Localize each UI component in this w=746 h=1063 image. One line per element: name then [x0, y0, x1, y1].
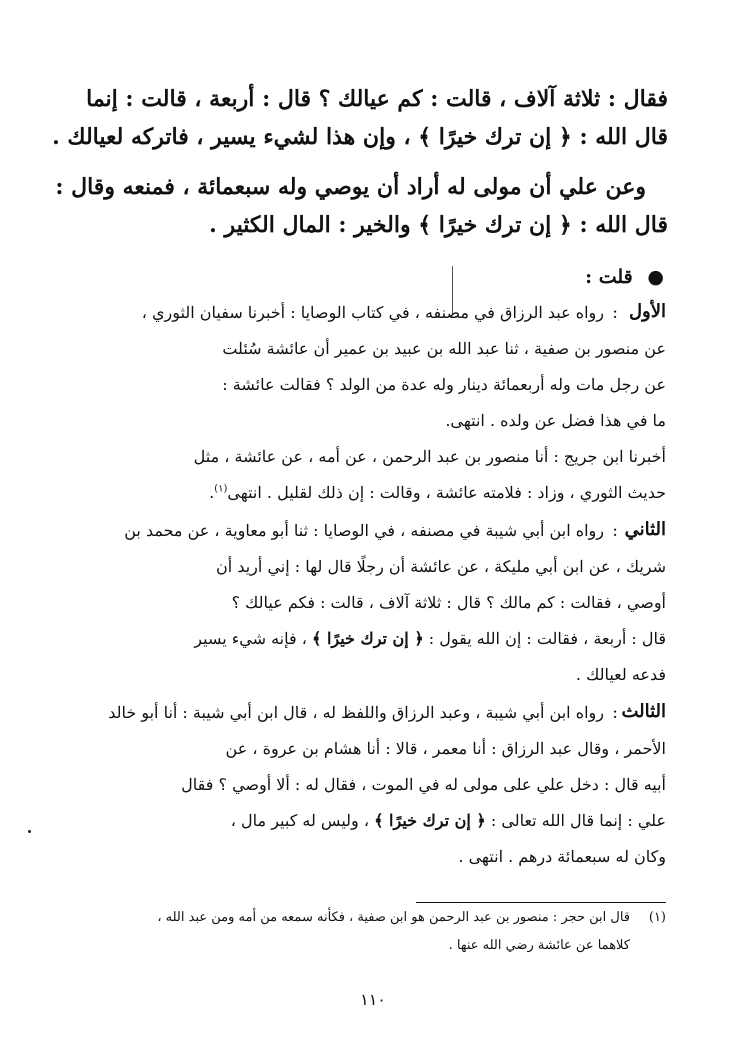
quran-quote: ﴿ إن ترك خيرًا ﴾ — [374, 811, 486, 830]
second-line-4-start: قال : أربعة ، فقالت : إن الله يقول : — [428, 629, 666, 648]
second-line-4-end: ، فإنه شيء يسير — [194, 629, 307, 648]
first-line-1: رواه عبد الرزاق في مصنفه ، في كتاب الوصايا : أخبرنا سفيان الثوري ، — [141, 303, 604, 322]
page-number: ١١٠ — [360, 990, 386, 1009]
second-line-4 — [194, 629, 666, 648]
second-line-2: شريك ، عن ابن أبي مليكة ، عن عائشة أن رجلًا قال لها : إني أريد أن — [216, 557, 666, 576]
third-line-3: أبيه قال : دخل علي على مولى له في الموت ، فقال له : ألا أوصي ؟ فقال — [181, 775, 666, 794]
third-line-4-start: علي : إنما قال الله تعالى : — [490, 811, 666, 830]
third-colon: : — [612, 703, 618, 723]
second-line-1: رواه ابن أبي شيبة في مصنفه ، في الوصايا : ثنا أبو معاوية ، عن محمد بن — [124, 521, 604, 540]
third-line-5: وكان له سبعمائة درهم . انتهى . — [458, 847, 666, 866]
intro-line-4: قال الله : ﴿ إن ترك خيرًا ﴾ والخير : المال الكثير . — [209, 212, 668, 238]
footnote-line-1: قال ابن حجر : منصور بن عبد الرحمن هو ابن صفية ، فكأنه سمعه من أمه ومن عبد الله ، — [157, 910, 630, 925]
first-line-6-text: حديث الثوري ، وزاد : فلامته عائشة ، وقالت : إن ذلك لقليل . انتهى — [227, 483, 666, 502]
third-line-4 — [231, 811, 666, 830]
intro-line-2: قال الله : ﴿ إن ترك خيرًا ﴾ ، وإن هذا لشيء يسير ، فاتركه لعيالك . — [52, 124, 668, 150]
first-line-6-end: . — [209, 483, 215, 502]
first-line-6 — [209, 483, 666, 502]
footnote-line-2: كلاهما عن عائشة رضي الله عنها . — [448, 938, 630, 953]
first-line-4: ما في هذا فضل عن ولده . انتهى. — [445, 411, 666, 430]
quran-quote: ﴿ إن ترك خيرًا ﴾ — [312, 629, 424, 648]
third-label: الثالث — [621, 701, 666, 722]
intro-line-1: فقال : ثلاثة آلاف ، قالت : كم عيالك ؟ قال : أربعة ، قالت : إنما — [86, 86, 668, 112]
third-line-1: رواه ابن أبي شيبة ، وعبد الرزاق واللفظ له ، قال ابن أبي شيبة : أنا أبو خالد — [108, 703, 604, 722]
footnote-rule — [416, 902, 666, 903]
third-line-4-end: ، وليس له كبير مال ، — [230, 811, 370, 830]
first-line-3: عن رجل مات وله أربعمائة دينار وله عدة من الولد ؟ فقالت عائشة : — [222, 375, 666, 394]
footnote-number: (١) — [648, 910, 666, 925]
second-line-3: أوصي ، فقالت : كم مالك ؟ قال : ثلاثة آلاف ، قالت : فكم عيالك ؟ — [231, 593, 666, 612]
first-label: الأول — [628, 301, 666, 322]
bullet-icon: ● — [647, 266, 664, 288]
first-line-2: عن منصور بن صفية ، ثنا عبد الله بن عبيد بن عمير أن عائشة سُئلت — [222, 339, 666, 358]
section-heading — [585, 266, 664, 288]
first-line-5: أخبرنا ابن جريج : أنا منصور بن عبد الرحمن ، عن أمه ، عن عائشة ، مثل — [193, 447, 666, 466]
second-colon: : — [612, 521, 618, 541]
second-label: الثاني — [624, 519, 666, 540]
heading-text: قلت : — [585, 266, 633, 288]
footnote-reference: (١) — [214, 483, 228, 495]
intro-line-3: وعن علي أن مولى له أراد أن يوصي وله سبعمائة ، فمنعه وقال : — [55, 174, 646, 200]
second-line-5: فدعه لعيالك . — [575, 665, 666, 684]
first-colon: : — [612, 303, 618, 323]
stray-dot — [28, 830, 31, 833]
third-line-2: الأحمر ، وقال عبد الرزاق : أنا معمر ، قالا : أنا هشام بن عروة ، عن — [225, 739, 666, 758]
